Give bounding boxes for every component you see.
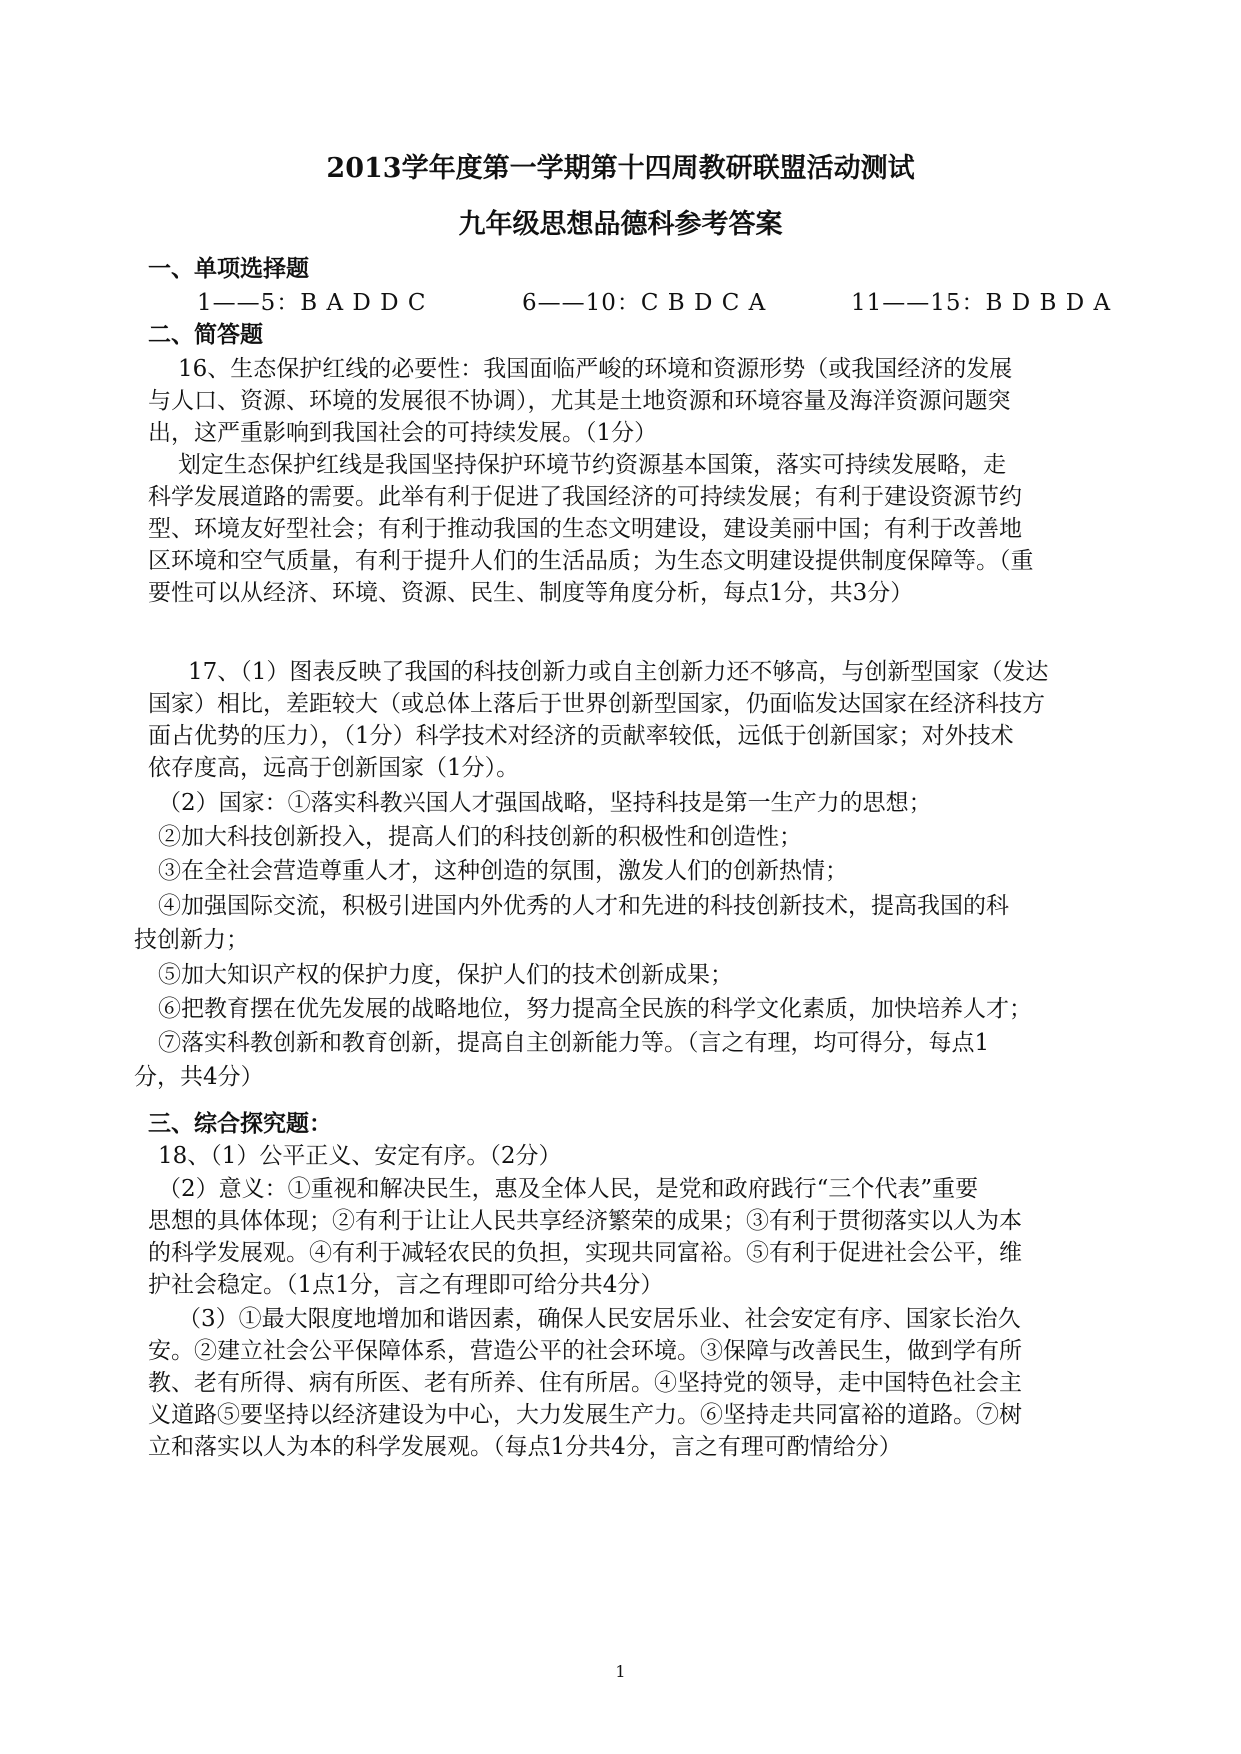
q16-line: 与人口、资源、环境的发展很不协调），尤其是土地资源和环境容量及海洋资源问题突 xyxy=(148,388,1011,414)
mc-answers-11-15: 11——15：B D B D A xyxy=(851,290,1112,316)
mc-answers-6-10: 6——10：C B D C A xyxy=(522,290,767,316)
q17-line: ④加强国际交流，积极引进国内外优秀的人才和先进的科技创新技术，提高我国的科 xyxy=(158,893,1009,919)
section-2-heading: 二、简答题 xyxy=(148,321,263,348)
q17-line: 17、（1）图表反映了我国的科技创新力或自主创新力还不够高，与创新型国家（发达 xyxy=(188,659,1049,685)
q17-line: 国家）相比，差距较大（或总体上落后于世界创新型国家，仍面临发达国家在经济科技方 xyxy=(148,691,1045,717)
q17-line: （2）国家：①落实科教兴国人才强国战略，坚持科技是第一生产力的思想； xyxy=(158,790,932,816)
q18-line: （3）①最大限度地增加和谐因素，确保人民安居乐业、社会安定有序、国家长治久 xyxy=(178,1306,1021,1332)
mc-answers-1-5: 1——5：B A D D C xyxy=(197,290,427,316)
q18-line: 18、（1）公平正义、安定有序。（2分） xyxy=(158,1143,562,1169)
q18-line: 教、老有所得、病有所医、老有所养、住有所居。④坚持党的领导，走中国特色社会主 xyxy=(148,1370,1022,1396)
q16-line: 型、环境友好型社会；有利于推动我国的生态文明建设，建设美丽中国；有利于改善地 xyxy=(148,516,1022,542)
q16-line: 出，这严重影响到我国社会的可持续发展。（1分） xyxy=(148,420,658,446)
q17-line: 分，共4分） xyxy=(134,1064,264,1090)
q18-line: （2）意义：①重视和解决民生，惠及全体人民，是党和政府践行“三个代表”重要 xyxy=(158,1176,979,1202)
q16-line: 要性可以从经济、环境、资源、民生、制度等角度分析，每点1分，共3分） xyxy=(148,580,914,606)
q16-line: 区环境和空气质量，有利于提升人们的生活品质；为生态文明建设提供制度保障等。（重 xyxy=(148,548,1034,574)
q16-line: 划定生态保护红线是我国坚持保护环境节约资源基本国策，落实可持续发展略，走 xyxy=(178,452,1006,478)
q17-line: 面占优势的压力），（1分）科学技术对经济的贡献率较低，远低于创新国家；对外技术 xyxy=(148,723,1014,749)
q18-line: 的科学发展观。④有利于减轻农民的负担，实现共同富裕。⑤有利于促进社会公平，维 xyxy=(148,1240,1022,1266)
q16-line: 16、生态保护红线的必要性：我国面临严峻的环境和资源形势（或我国经济的发展 xyxy=(178,356,1013,382)
q17-line: ②加大科技创新投入，提高人们的科技创新的积极性和创造性； xyxy=(158,824,802,850)
q18-line: 安。②建立社会公平保障体系，营造公平的社会环境。③保障与改善民生，做到学有所 xyxy=(148,1338,1022,1364)
q18-line: 立和落实以人为本的科学发展观。（每点1分共4分，言之有理可酌情给分） xyxy=(148,1434,902,1460)
q17-line: ⑤加大知识产权的保护力度，保护人们的技术创新成果； xyxy=(158,962,733,988)
section-1-heading: 一、单项选择题 xyxy=(148,255,309,282)
q17-line: 依存度高，远高于创新国家（1分）。 xyxy=(148,755,520,781)
section-3-heading: 三、综合探究题： xyxy=(148,1110,332,1137)
document-subtitle: 九年级思想品德科参考答案 xyxy=(458,209,783,240)
q17-line: ③在全社会营造尊重人才，这种创造的氛围，激发人们的创新热情； xyxy=(158,858,848,884)
q17-line: 技创新力； xyxy=(134,927,249,953)
q16-line: 科学发展道路的需要。此举有利于促进了我国经济的可持续发展；有利于建设资源节约 xyxy=(148,484,1022,510)
q18-line: 义道路⑤要坚持以经济建设为中心，大力发展生产力。⑥坚持走共同富裕的道路。⑦树 xyxy=(148,1402,1022,1428)
document-title: 2013学年度第一学期第十四周教研联盟活动测试 xyxy=(326,153,915,184)
q18-line: 护社会稳定。（1点1分，言之有理即可给分共4分） xyxy=(148,1272,664,1298)
q18-line: 思想的具体体现；②有利于让让人民共享经济繁荣的成果；③有利于贯彻落实以人为本 xyxy=(148,1208,1022,1234)
q17-line: ⑦落实科教创新和教育创新，提高自主创新能力等。（言之有理，均可得分，每点1 xyxy=(158,1030,990,1056)
page-number: 1 xyxy=(615,1662,626,1681)
q17-line: ⑥把教育摆在优先发展的战略地位，努力提高全民族的科学文化素质，加快培养人才； xyxy=(158,996,1032,1022)
